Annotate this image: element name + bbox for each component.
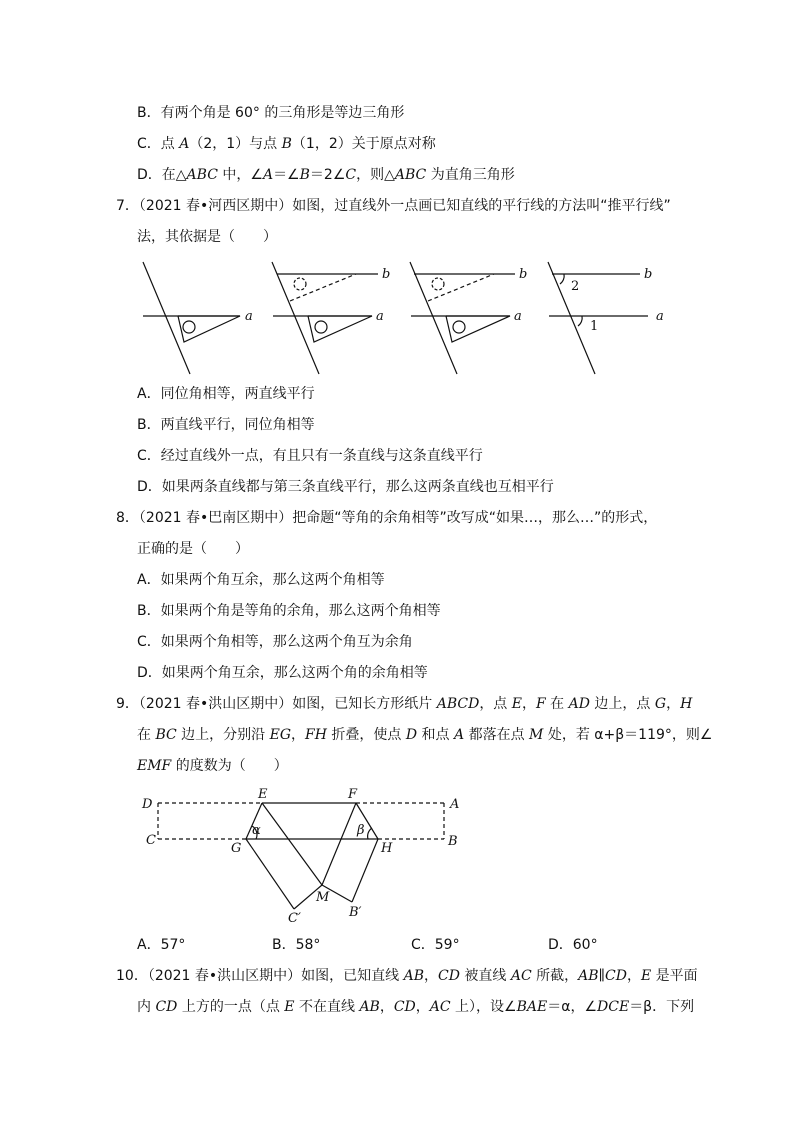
q7-fig3-label-b: b [519, 267, 528, 282]
q9-option-a: A．57° [137, 937, 186, 953]
q7-fig1-transversal [143, 262, 190, 374]
q9-segment-b-prime-m [322, 885, 352, 902]
q10-stem-line2: 内 CD 上方的一点（点 E 不在直线 AB，CD，AC 上），设∠BAE＝α，∠DCE＝β．下列 [137, 999, 695, 1015]
q9-segment-c-prime-m [294, 885, 322, 909]
q7-fig3-dashed-ruler [428, 274, 494, 301]
q9-option-d: D．60° [548, 937, 598, 953]
q9-fold-fh [356, 803, 378, 839]
q6-option-c: C．点 A（2，1）与点 B（1，2）关于原点对称 [137, 136, 436, 152]
q8-option-a: A．如果两个角互余，那么这两个角相等 [137, 572, 385, 588]
q9-label-b: B [448, 834, 458, 849]
q7-option-c: C．经过直线外一点，有且只有一条直线与这条直线平行 [137, 448, 483, 464]
q9-label-m: M [316, 890, 330, 905]
q6-option-b: B．有两个角是 60° 的三角形是等边三角形 [137, 105, 405, 121]
q7-fig4-transversal [548, 262, 595, 374]
q7-option-a: A．同位角相等，两直线平行 [137, 386, 315, 402]
q7-fig2-dashed-ruler [290, 274, 356, 301]
q7-fig2-ruler-hole [315, 321, 327, 333]
q7-fig3-dashed-hole [432, 278, 444, 290]
q10-stem-line1: 10．（2021 春•洪山区期中）如图，已知直线 AB，CD 被直线 AC 所截，AB∥CD，E 是平面 [116, 968, 698, 984]
q8-option-d: D．如果两个角互余，那么这两个角的余角相等 [137, 665, 428, 681]
q9-alpha-arc [252, 826, 257, 839]
q8-option-b: B．如果两个角是等角的余角，那么这两个角相等 [137, 603, 441, 619]
q7-fig3-ruler-hole [453, 321, 465, 333]
q9-label-c: C [146, 833, 156, 848]
q9-label-d: D [142, 797, 153, 812]
q9-segment-gc-prime [246, 839, 294, 909]
q9-segment-fm [322, 803, 356, 885]
q9-fold-eg [246, 803, 262, 839]
q7-fig4-label-b: b [644, 267, 653, 282]
q9-stem-line2: 在 BC 边上，分别沿 EG，FH 折叠，使点 D 和点 A 都落在点 M 处，若 α+β＝119°，则∠ [137, 727, 713, 743]
q7-stem-line1: 7．（2021 春•河西区期中）如图，过直线外一点画已知直线的平行线的方法叫“推平行线” [116, 198, 671, 214]
q7-fig2-dashed-hole [294, 278, 306, 290]
q7-fig1-triangle-ruler [178, 316, 240, 342]
q7-option-d: D．如果两条直线都与第三条直线平行，那么这两条直线也互相平行 [137, 479, 554, 495]
q9-label-f: F [348, 787, 358, 802]
q7-fig4-angle2-arc [560, 274, 564, 284]
q7-stem-line2: 法，其依据是（ ） [137, 229, 277, 245]
q9-stem-line1: 9．（2021 春•洪山区期中）如图，已知长方形纸片 ABCD，点 E，F 在 AD 边上，点 G，H [116, 696, 693, 712]
q9-label-e: E [258, 787, 268, 802]
q9-label-alpha: α [252, 823, 261, 838]
q9-label-c-prime: C′ [288, 911, 301, 926]
q7-fig3-label-a: a [514, 309, 522, 324]
q9-segment-hb-prime [352, 839, 378, 902]
q7-fig3-triangle-ruler [446, 316, 510, 342]
q7-fig1-ruler-hole [183, 321, 195, 333]
q9-label-b-prime: B′ [349, 905, 362, 920]
q7-fig2-transversal [272, 262, 319, 374]
q9-label-h: H [381, 841, 393, 856]
q6-option-d: D．在△ABC 中，∠A＝∠B＝2∠C，则△ABC 为直角三角形 [137, 167, 515, 183]
q7-fig2-label-b: b [382, 267, 391, 282]
q7-option-b: B．两直线平行，同位角相等 [137, 417, 315, 433]
q9-option-b: B．58° [272, 937, 321, 953]
q7-fig4-label-2: 2 [571, 279, 580, 294]
q7-fig2-label-a: a [376, 309, 384, 324]
q9-label-beta: β [357, 823, 365, 838]
q9-label-a: A [450, 797, 460, 812]
q9-label-g: G [231, 841, 242, 856]
q9-stem-line3: EMF 的度数为（ ） [137, 758, 288, 774]
q7-fig3-transversal [410, 262, 457, 374]
q7-fig4-label-a: a [656, 309, 664, 324]
q7-fig4-angle1-arc [578, 316, 582, 326]
q7-fig1-label-a: a [245, 309, 253, 324]
q8-stem-line1: 8．（2021 春•巴南区期中）把命题“等角的余角相等”改写成“如果…，那么…”的形式， [116, 510, 658, 526]
q9-beta-arc [368, 828, 372, 839]
q9-option-c: C．59° [411, 937, 460, 953]
q9-segment-em [262, 803, 322, 885]
q7-fig2-triangle-ruler [308, 316, 372, 342]
q7-fig4-label-1: 1 [590, 319, 599, 334]
q8-stem-line2: 正确的是（ ） [137, 541, 249, 557]
q8-option-c: C．如果两个角相等，那么这两个角互为余角 [137, 634, 413, 650]
